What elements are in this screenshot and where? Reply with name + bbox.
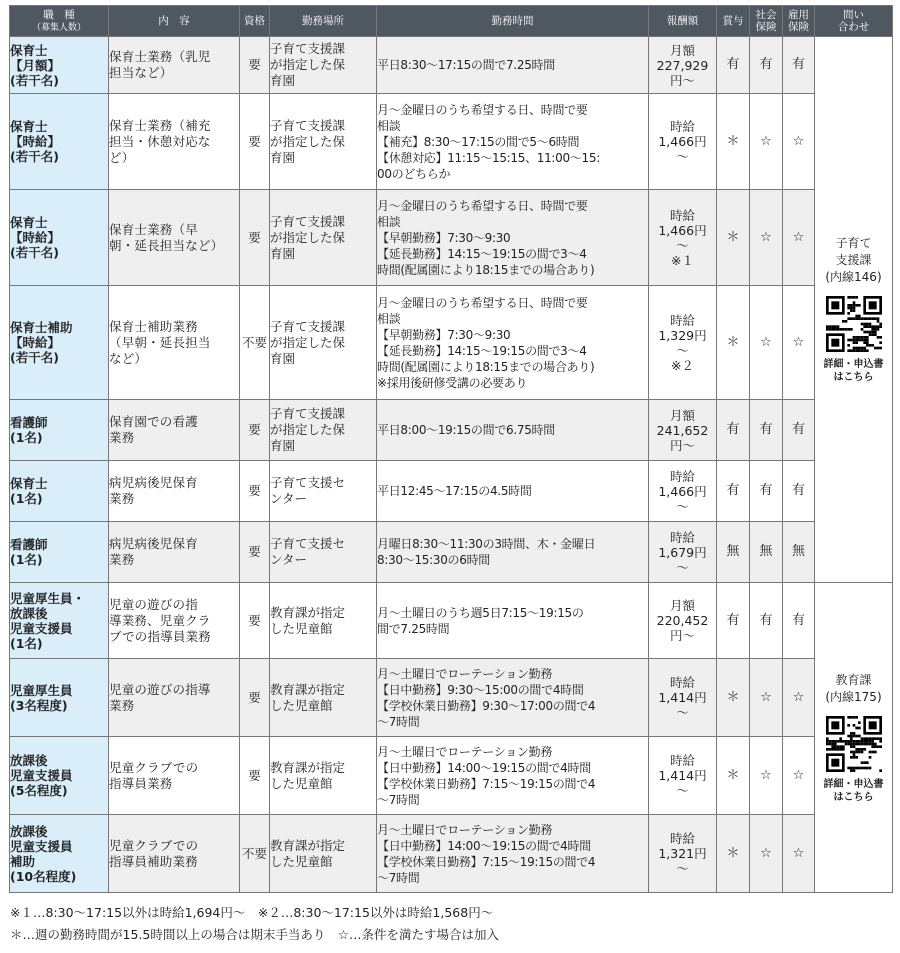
qr-code-icon[interactable] (826, 296, 882, 352)
table-row (10, 37, 893, 94)
work-hours-cell: 月～金曜日のうち希望する日、時間で要 相談 【補充】8:30～17:15の間で5～6時間 【休憩対応】11:15～15:15、11:00～15: 00のどちらか (377, 94, 649, 190)
job-content-cell: 児童の遊びの指導 業務 (109, 659, 240, 737)
contact-department: 子育て 支援課 (内線146) (825, 236, 882, 284)
job-title-cell: 放課後 児童支援員 補助 (10名程度) (10, 815, 109, 893)
qualification-cell: 要 (240, 522, 270, 583)
footnotes (10, 902, 499, 946)
employment-insurance-cell: 有 (783, 461, 815, 522)
header-employment-insurance: 雇用 保険 (783, 6, 815, 37)
social-insurance-cell: ☆ (750, 94, 783, 190)
bonus-cell: ＊ (717, 737, 750, 815)
qualification-cell: 不要 (240, 815, 270, 893)
bonus-cell: ＊ (717, 659, 750, 737)
social-insurance-cell: 有 (750, 583, 783, 659)
table-row (10, 583, 893, 659)
employment-insurance-cell: 無 (783, 522, 815, 583)
header-location: 勤務場所 (270, 6, 377, 37)
job-content-cell: 保育士業務（乳児 担当など） (109, 37, 240, 94)
employment-insurance-cell: 有 (783, 583, 815, 659)
pay-cell: 時給 1,321円 ～ (649, 815, 717, 893)
table-row (10, 94, 893, 190)
qualification-cell: 要 (240, 94, 270, 190)
employment-insurance-cell: ☆ (783, 659, 815, 737)
work-location-cell: 教育課が指定 した児童館 (270, 583, 377, 659)
contact-block (815, 672, 892, 804)
pay-cell: 時給 1,414円 ～ (649, 737, 717, 815)
bonus-cell: ＊ (717, 190, 750, 286)
qr-code-icon[interactable] (826, 716, 882, 772)
bonus-cell: 有 (717, 583, 750, 659)
job-content-cell: 児童クラブでの 指導員補助業務 (109, 815, 240, 893)
table-row (10, 286, 893, 400)
table-row (10, 190, 893, 286)
contact-block (815, 235, 892, 384)
job-content-cell: 病児病後児保育 業務 (109, 522, 240, 583)
social-insurance-cell: 有 (750, 400, 783, 461)
qr-label: 詳細・申込書 はこちら (823, 778, 884, 803)
pay-cell: 月額 220,452 円～ (649, 583, 717, 659)
work-location-cell: 子育て支援課 が指定した保 育園 (270, 400, 377, 461)
job-title-cell: 看護師 (1名) (10, 522, 109, 583)
pay-cell: 時給 1,329円 ～ ※２ (649, 286, 717, 400)
employment-insurance-cell: ☆ (783, 94, 815, 190)
job-title-cell: 看護師 (1名) (10, 400, 109, 461)
bonus-cell: ＊ (717, 286, 750, 400)
work-hours-cell: 月曜日8:30～11:30の3時間、木・金曜日 8:30～15:30の6時間 (377, 522, 649, 583)
qr-label: 詳細・申込書 はこちら (823, 359, 884, 383)
pay-cell: 月額 227,929 円～ (649, 37, 717, 94)
header-bonus: 賞与 (717, 6, 750, 37)
contact-cell (815, 37, 893, 583)
work-location-cell: 子育て支援セ ンター (270, 522, 377, 583)
qualification-cell: 要 (240, 583, 270, 659)
work-hours-cell: 平日12:45～17:15の4.5時間 (377, 461, 649, 522)
qualification-cell: 要 (240, 37, 270, 94)
table-row (10, 737, 893, 815)
pay-cell: 時給 1,679円 ～ (649, 522, 717, 583)
social-insurance-cell: ☆ (750, 815, 783, 893)
social-insurance-cell: 無 (750, 522, 783, 583)
work-hours-cell: 月～土曜日でローテーション勤務 【日中勤務】14:00～19:15の間で4時間 【学校休業日勤務】7:15～19:15の間で4 ～7時間 (377, 737, 649, 815)
table-row (10, 659, 893, 737)
job-title-cell: 保育士 【月額】 (若干名) (10, 37, 109, 94)
work-location-cell: 子育て支援課 が指定した保 育園 (270, 37, 377, 94)
pay-cell: 時給 1,466円 ～ (649, 94, 717, 190)
social-insurance-cell: 有 (750, 461, 783, 522)
social-insurance-cell: ☆ (750, 286, 783, 400)
footnote-line: ＊…週の勤務時間が15.5時間以上の場合は期末手当あり ☆…条件を満たす場合は加入 (10, 927, 500, 942)
qualification-cell: 要 (240, 659, 270, 737)
work-hours-cell: 平日8:30～17:15の間で7.25時間 (377, 37, 649, 94)
work-hours-cell: 月～土曜日のうち週5日7:15～19:15の 間で7.25時間 (377, 583, 649, 659)
social-insurance-cell: ☆ (750, 737, 783, 815)
bonus-cell: 有 (717, 400, 750, 461)
bonus-cell: 無 (717, 522, 750, 583)
employment-insurance-cell: ☆ (783, 815, 815, 893)
job-title-cell: 児童厚生員 (3名程度) (10, 659, 109, 737)
job-content-cell: 保育士補助業務 （早朝・延長担当 など） (109, 286, 240, 400)
header-social-insurance: 社会 保険 (750, 6, 783, 37)
footnote-line: ※１…8:30～17:15以外は時給1,694円～ ※２…8:30～17:15以外は時給1,568円～ (10, 905, 494, 920)
bonus-cell: ＊ (717, 94, 750, 190)
qualification-cell: 要 (240, 400, 270, 461)
work-hours-cell: 平日8:00～19:15の間で6.75時間 (377, 400, 649, 461)
header-contact: 問い 合わせ (815, 6, 893, 37)
job-content-cell: 保育園での看護 業務 (109, 400, 240, 461)
work-location-cell: 子育て支援セ ンター (270, 461, 377, 522)
work-location-cell: 教育課が指定 した児童館 (270, 737, 377, 815)
header-qualification: 資格 (240, 6, 270, 37)
header-hours: 勤務時間 (377, 6, 649, 37)
job-content-cell: 児童の遊びの指 導業務、児童クラ ブでの指導員業務 (109, 583, 240, 659)
employment-insurance-cell: 有 (783, 400, 815, 461)
header-row (10, 6, 893, 37)
work-hours-cell: 月～金曜日のうち希望する日、時間で要 相談 【早朝勤務】7:30～9:30 【延長勤務】14:15～19:15の間で3～4 時間(配属園により18:15までの場合あり) (377, 190, 649, 286)
employment-insurance-cell: ☆ (783, 190, 815, 286)
bonus-cell: 有 (717, 37, 750, 94)
employment-insurance-cell: ☆ (783, 737, 815, 815)
job-content-cell: 児童クラブでの 指導員業務 (109, 737, 240, 815)
header-job: 職 種 （募集人数） (10, 6, 109, 37)
social-insurance-cell: 有 (750, 37, 783, 94)
work-hours-cell: 月～土曜日でローテーション勤務 【日中勤務】9:30～15:00の間で4時間 【学校休業日勤務】9:30～17:00の間で4 ～7時間 (377, 659, 649, 737)
work-location-cell: 教育課が指定 した児童館 (270, 815, 377, 893)
bonus-cell: ＊ (717, 815, 750, 893)
qualification-cell: 要 (240, 190, 270, 286)
work-location-cell: 子育て支援課 が指定した保 育園 (270, 190, 377, 286)
social-insurance-cell: ☆ (750, 659, 783, 737)
job-content-cell: 病児病後児保育 業務 (109, 461, 240, 522)
job-content-cell: 保育士業務（早 朝・延長担当など） (109, 190, 240, 286)
pay-cell: 時給 1,466円 ～ (649, 461, 717, 522)
job-title-cell: 保育士 (1名) (10, 461, 109, 522)
job-title-cell: 放課後 児童支援員 (5名程度) (10, 737, 109, 815)
table-row (10, 522, 893, 583)
pay-cell: 時給 1,466円 ～ ※１ (649, 190, 717, 286)
qualification-cell: 要 (240, 461, 270, 522)
job-title-cell: 保育士補助 【時給】 (若干名) (10, 286, 109, 400)
work-hours-cell: 月～土曜日でローテーション勤務 【日中勤務】14:00～19:15の間で4時間 【学校休業日勤務】7:15～19:15の間で4 ～7時間 (377, 815, 649, 893)
work-hours-cell: 月～金曜日のうち希望する日、時間で要 相談 【早朝勤務】7:30～9:30 【延長勤務】14:15～19:15の間で3～4 時間(配属園により18:15までの場合あり) ※採用後研修受講の必要あり (377, 286, 649, 400)
table-row (10, 815, 893, 893)
contact-cell (815, 583, 893, 893)
header-pay: 報酬額 (649, 6, 717, 37)
contact-department: 教育課 (内線175) (825, 672, 882, 704)
job-listing-table (9, 5, 893, 893)
work-location-cell: 教育課が指定 した児童館 (270, 659, 377, 737)
job-content-cell: 保育士業務（補充 担当・休憩対応な ど） (109, 94, 240, 190)
employment-insurance-cell: ☆ (783, 286, 815, 400)
job-title-cell: 児童厚生員・ 放課後 児童支援員 (1名) (10, 583, 109, 659)
job-title-cell: 保育士 【時給】 (若干名) (10, 190, 109, 286)
qualification-cell: 不要 (240, 286, 270, 400)
table-row (10, 400, 893, 461)
employment-insurance-cell: 有 (783, 37, 815, 94)
pay-cell: 時給 1,414円 ～ (649, 659, 717, 737)
work-location-cell: 子育て支援課 が指定した保 育園 (270, 94, 377, 190)
work-location-cell: 子育て支援課 が指定した保 育園 (270, 286, 377, 400)
table-row (10, 461, 893, 522)
bonus-cell: 有 (717, 461, 750, 522)
table-body (10, 37, 893, 893)
pay-cell: 月額 241,652 円～ (649, 400, 717, 461)
social-insurance-cell: ☆ (750, 190, 783, 286)
job-title-cell: 保育士 【時給】 (若干名) (10, 94, 109, 190)
qualification-cell: 要 (240, 737, 270, 815)
header-content: 内 容 (109, 6, 240, 37)
